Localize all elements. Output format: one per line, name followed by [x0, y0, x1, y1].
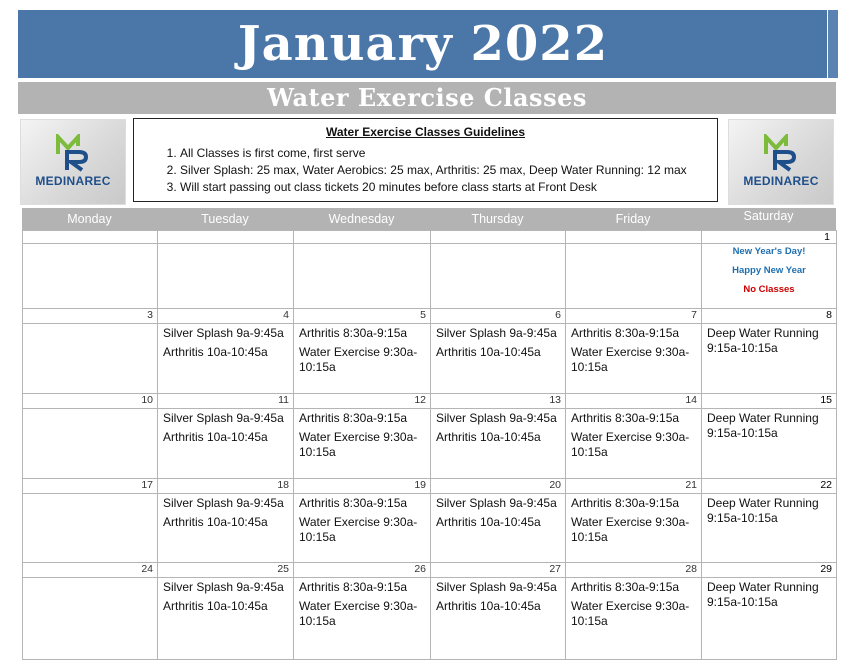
class-entry: Arthritis 10a-10:45a — [436, 599, 541, 613]
holiday-line: Happy New Year — [732, 265, 806, 276]
date-number: 12 — [414, 394, 426, 406]
class-entry: Arthritis 8:30a-9:15a — [571, 496, 680, 510]
class-entry: Arthritis 10a-10:45a — [163, 599, 268, 613]
class-entry: Water Exercise 9:30a-10:15a — [299, 430, 418, 459]
grid-line — [430, 230, 431, 660]
date-number: 10 — [141, 394, 153, 406]
class-entry: Arthritis 10a-10:45a — [436, 515, 541, 529]
day-header-wednesday: Wednesday — [328, 212, 395, 226]
day-header-saturday: Saturday — [743, 209, 794, 223]
guidelines-box — [133, 118, 718, 202]
day-header-friday: Friday — [615, 212, 651, 226]
guideline-item: 2. Silver Splash: 25 max, Water Aerobics: 25 max, Arthritis: 25 max, Deep Water Running: 12 max — [180, 162, 687, 179]
class-entry: Silver Splash 9a-9:45a — [436, 411, 557, 425]
class-entry: Water Exercise 9:30a-10:15a — [571, 599, 690, 628]
guideline-item: 1. All Classes is first come, first serve — [180, 145, 687, 162]
class-entry: Arthritis 10a-10:45a — [163, 345, 268, 359]
day-header-row — [22, 208, 836, 230]
page-subtitle: Water Exercise Classes — [267, 83, 587, 112]
date-number: 28 — [685, 563, 697, 575]
date-number: 24 — [141, 563, 153, 575]
class-entry: Arthritis 8:30a-9:15a — [299, 326, 408, 340]
grid-line — [22, 493, 836, 494]
grid-line — [836, 230, 837, 660]
date-number: 22 — [820, 479, 832, 491]
class-entry: Arthritis 8:30a-9:15a — [571, 411, 680, 425]
class-entry: Arthritis 10a-10:45a — [163, 430, 268, 444]
grid-line — [22, 408, 836, 409]
grid-line — [22, 230, 23, 660]
calendar-grid — [22, 208, 836, 660]
class-entry: Silver Splash 9a-9:45a — [436, 326, 557, 340]
guidelines-title: Water Exercise Classes Guidelines — [326, 125, 525, 139]
day-header-monday: Monday — [67, 212, 112, 226]
class-entry: Silver Splash 9a-9:45a — [163, 411, 284, 425]
grid-line — [701, 230, 702, 660]
day-header-tuesday: Tuesday — [201, 212, 249, 226]
class-entry: Deep Water Running 9:15a-10:15a — [707, 496, 819, 525]
guideline-item: 3. Will start passing out class tickets 20 minutes before class starts at Front Desk — [180, 179, 687, 196]
date-number: 13 — [549, 394, 561, 406]
date-number: 11 — [278, 394, 289, 406]
class-entry: Silver Splash 9a-9:45a — [436, 496, 557, 510]
class-entry: Water Exercise 9:30a-10:15a — [299, 345, 418, 374]
class-entry: Water Exercise 9:30a-10:15a — [571, 515, 690, 544]
date-number: 8 — [826, 309, 832, 321]
class-entry: Water Exercise 9:30a-10:15a — [571, 345, 690, 374]
class-entry: Arthritis 8:30a-9:15a — [299, 496, 408, 510]
page-title: January 2022 — [237, 16, 609, 72]
grid-line — [22, 577, 836, 578]
grid-line — [22, 243, 836, 244]
class-entry: Arthritis 10a-10:45a — [436, 430, 541, 444]
date-number: 5 — [420, 309, 426, 321]
logo-wordmark: MEDINAREC — [35, 174, 111, 188]
class-entry: Arthritis 8:30a-9:15a — [299, 580, 408, 594]
grid-line — [22, 659, 836, 660]
date-number: 26 — [414, 563, 426, 575]
class-entry: Water Exercise 9:30a-10:15a — [299, 599, 418, 628]
class-entry: Deep Water Running 9:15a-10:15a — [707, 411, 819, 440]
class-entry: Arthritis 8:30a-9:15a — [571, 326, 680, 340]
class-entry: Silver Splash 9a-9:45a — [163, 496, 284, 510]
grid-line — [22, 230, 836, 231]
class-entry: Arthritis 10a-10:45a — [436, 345, 541, 359]
class-entry: Water Exercise 9:30a-10:15a — [299, 515, 418, 544]
date-number: 3 — [147, 309, 153, 321]
class-entry: Deep Water Running 9:15a-10:15a — [707, 326, 819, 355]
date-number: 20 — [549, 479, 561, 491]
date-number: 19 — [414, 479, 426, 491]
page-subtitle-banner — [18, 82, 836, 114]
guidelines-list — [162, 145, 687, 196]
grid-line — [565, 230, 566, 660]
date-number: 15 — [820, 394, 832, 406]
mr-logo-icon — [55, 134, 91, 172]
date-number: 7 — [691, 309, 697, 321]
class-entry: Silver Splash 9a-9:45a — [163, 580, 284, 594]
medinarec-logo-left — [20, 119, 126, 205]
title-banner-edge — [827, 10, 838, 78]
holiday-line: New Year's Day! — [732, 246, 806, 257]
date-number: 18 — [277, 479, 289, 491]
day-header-thursday: Thursday — [471, 212, 524, 226]
date-number: 17 — [141, 479, 153, 491]
date-number: 21 — [685, 479, 697, 491]
class-entry: Arthritis 10a-10:45a — [163, 515, 268, 529]
date-number: 25 — [277, 563, 289, 575]
holiday-no-classes: No Classes — [743, 284, 795, 295]
logo-wordmark: MEDINAREC — [743, 174, 819, 188]
class-entry: Arthritis 8:30a-9:15a — [571, 580, 680, 594]
class-entry: Deep Water Running 9:15a-10:15a — [707, 580, 819, 609]
grid-line — [22, 323, 836, 324]
mr-logo-icon — [763, 134, 799, 172]
medinarec-logo-right — [728, 119, 834, 205]
class-entry: Silver Splash 9a-9:45a — [163, 326, 284, 340]
class-entry: Silver Splash 9a-9:45a — [436, 580, 557, 594]
date-number: 6 — [555, 309, 561, 321]
page-title-banner — [18, 10, 828, 78]
date-number: 1 — [824, 231, 830, 243]
date-number: 27 — [549, 563, 561, 575]
class-entry: Water Exercise 9:30a-10:15a — [571, 430, 690, 459]
date-number: 14 — [685, 394, 697, 406]
class-entry: Arthritis 8:30a-9:15a — [299, 411, 408, 425]
date-number: 29 — [820, 563, 832, 575]
grid-line — [293, 230, 294, 660]
date-number: 4 — [283, 309, 289, 321]
grid-line — [157, 230, 158, 660]
